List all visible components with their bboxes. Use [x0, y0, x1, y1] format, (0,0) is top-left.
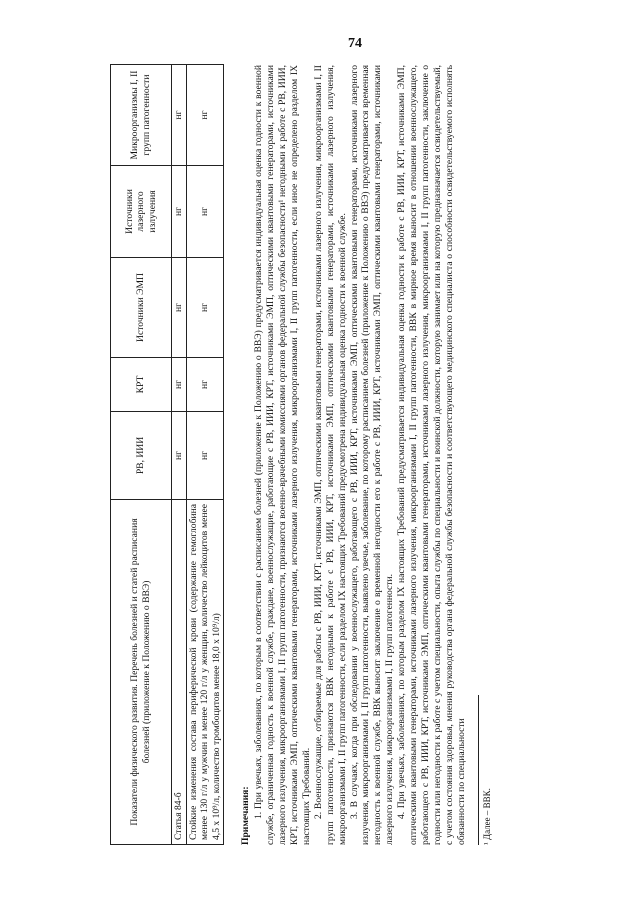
row-mark-laser: нг	[186, 166, 224, 258]
table-row-blood	[186, 65, 224, 845]
header-laser-sources: Источники лазерного излучения	[111, 166, 172, 258]
note-paragraph-1: 1. При увечьях, заболеваниях, по которым в соответствии с расписанием болезней (приложение к Положению о ВВЭ) предусматривается индивидуальная оценка годности к военной службе, ограниченная годность к военной службе, граждане, военнослужащие, работающие с РВ, ИИИ, КРТ, источниками ЭМП, оптическими квантовыми генераторами, источниками лазерного излучения, микроорганизмами I, II групп патогенности, признаются военно-врачебными комиссиями органов федеральной службы безопасности¹ негодными к работе с РВ, ИИИ, КРТ, источниками ЭМП, оптическими квантовыми генераторами, источниками лазерного излучения, микроорганизмами I, II групп патогенности, если иное не определено разделом IX настоящих Требований.	[253, 65, 312, 845]
notes-section	[240, 65, 467, 845]
header-microorganisms: Микроорганизмы I, II групп патогенности	[111, 65, 172, 166]
note-paragraph-4: 4. При увечьях, заболеваниях, по которым разделом IX настоящих Требований предусматривается индивидуальная оценка годности к работе с РВ, ИИИ, КРТ, источниками ЭМП, оптическими квантовыми генераторами, источниками лазерного излучения, микроорганизмами I, II групп патогенности, ВВК в мирное время выносит в отношении военнослужащего, работающего с РВ, ИИИ, КРТ, источниками ЭМП, оптическими квантовыми генераторами, источниками лазерного излучения, микроорганизмами I, II групп патогенности, заключение о годности или негодности к работе с учетом специальности, опыта службы по специальности и воинской должности, которую занимает или на которую предназначается освидетельствуемый, с учетом состояния здоровья, мнения руководства органа федеральной службы безопасности и соответствующего медицинского специалиста о способности освидетельствуемого исполнять обязанности по специальности	[396, 65, 467, 845]
article-label: Статья 84-б	[172, 500, 187, 845]
footnote: ¹ Далее – ВВК.	[481, 788, 492, 845]
header-krt: КРТ	[111, 358, 172, 412]
row-mark-micro: нг	[186, 65, 224, 166]
article-mark-krt: нг	[172, 358, 187, 412]
note-paragraph-2: 2. Военнослужащие, отбираемые для работы с РВ, ИИИ, КРТ, источниками ЭМП, оптическими квантовыми генераторами, источниками лазерного излучения, микроорганизмами I, II групп патогенности, признаются ВВК негодными к работе с РВ, ИИИ, КРТ, источниками ЭМП, оптическими квантовыми генераторами, источниками лазерного излучения, микроорганизмами I, II групп патогенности, если разделом IX настоящих Требований предусмотрена индивидуальная оценка годности к военной службе.	[312, 65, 348, 845]
row-mark-krt: нг	[186, 358, 224, 412]
footnote-divider	[478, 695, 479, 845]
notes-title: Примечания:	[240, 786, 252, 845]
article-mark-rv: нг	[172, 412, 187, 500]
header-disease-list: Показатели физического развития. Перечень болезней и статей расписания болезней (приложение к Положению о ВВЭ)	[111, 500, 172, 845]
note-paragraph-3: 3. В случаях, когда при обследовании у военнослужащего, работающего с РВ, ИИИ, КРТ, источниками ЭМП, оптическими квантовыми генераторами, источниками лазерного излучения, микроорганизмами I, II групп патогенности, выявлено увечье, заболевание, по которому расписанием болезней (приложение к Положению о ВВЭ) предусматривается временная негодность к военной службе, ВВК выносит заключение о временной негодности его к работе с РВ, ИИИ, КРТ, источниками ЭМП, оптическими квантовыми генераторами, источниками лазерного излучения, микроорганизмами I, II групп патогенности.	[348, 65, 396, 845]
article-mark-emp: нг	[172, 258, 187, 358]
rotated-content	[110, 65, 595, 845]
requirements-table	[110, 64, 224, 845]
table-header-row	[111, 65, 172, 845]
header-emp-sources: Источники ЭМП	[111, 258, 172, 358]
article-mark-micro: нг	[172, 65, 187, 166]
table-row-article	[172, 65, 187, 845]
article-mark-laser: нг	[172, 166, 187, 258]
row-mark-emp: нг	[186, 258, 224, 358]
header-rv-iii: РВ, ИИИ	[111, 412, 172, 500]
row-mark-rv: нг	[186, 412, 224, 500]
page-number: 74	[348, 36, 362, 51]
blood-condition-text: Стойкие изменения состава периферической крови (содержание гемоглобина менее 130 г/л у мужчин и менее 120 г/л у женщин, количество лейкоцитов менее 4,5 х 10⁹/л, количество тромбоцитов менее 18,0 х 10⁹/л)	[186, 500, 224, 845]
